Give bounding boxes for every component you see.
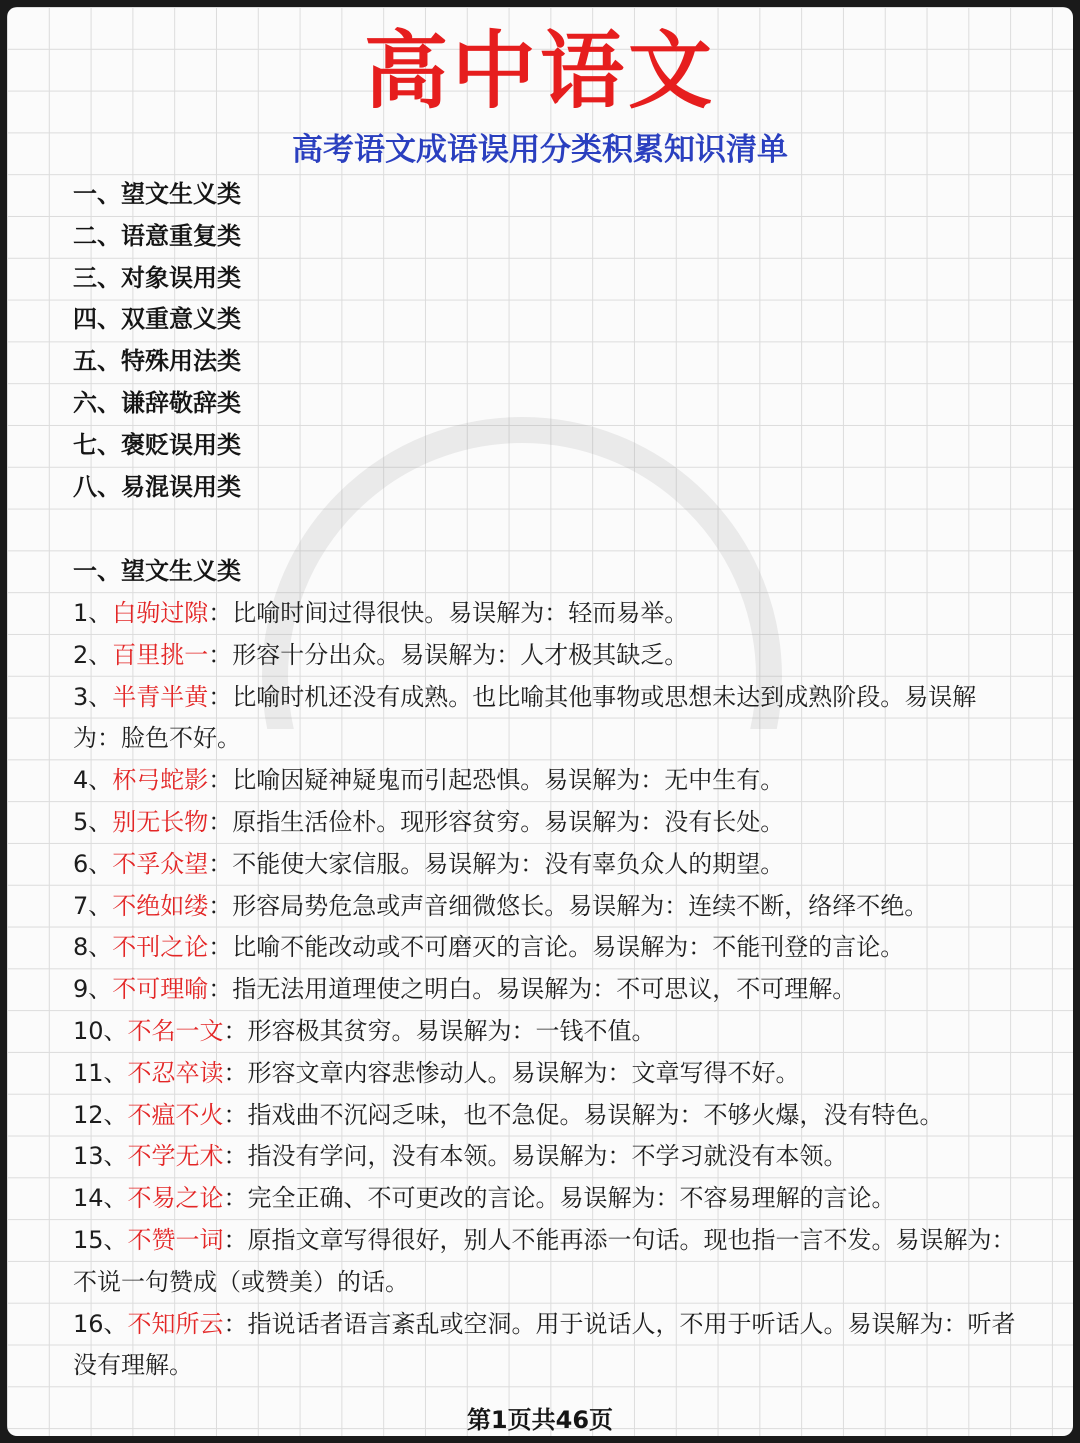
- idiom-term: 别无长物: [112, 807, 209, 836]
- idiom-entry: [73, 1136, 1023, 1178]
- entry-number: 16、: [73, 1309, 128, 1338]
- entry-number: 11、: [73, 1058, 128, 1087]
- idiom-explanation: ：指无法用道理使之明白。易误解为：不可思议，不可理解。: [208, 975, 857, 1004]
- idiom-term: 不瘟不火: [127, 1100, 224, 1129]
- idiom-term: 不可理喻: [112, 975, 209, 1004]
- entry-number: 14、: [73, 1184, 128, 1213]
- idiom-entry: [73, 927, 1023, 969]
- entry-number: 4、: [73, 766, 113, 795]
- idiom-entry: [73, 1220, 1023, 1304]
- idiom-term: 不绝如缕: [112, 891, 209, 920]
- idiom-term: 不易之论: [127, 1184, 224, 1213]
- toc-item: 八、易混误用类: [73, 472, 241, 501]
- idiom-term: 不赞一词: [127, 1225, 224, 1254]
- entry-number: 15、: [73, 1225, 128, 1254]
- idiom-entry: [73, 886, 1023, 928]
- idiom-explanation: ：形容文章内容悲惨动人。易误解为：文章写得不好。: [223, 1058, 800, 1087]
- toc-item: 一、望文生义类: [73, 180, 241, 208]
- idiom-list: [73, 593, 1023, 1387]
- toc-item: 四、双重意义类: [73, 305, 241, 334]
- toc-item: 二、语意重复类: [73, 221, 241, 250]
- idiom-term: 不知所云: [127, 1309, 224, 1338]
- entry-number: 10、: [73, 1016, 128, 1045]
- idiom-term: 白驹过隙: [112, 599, 209, 627]
- page-number: 第1页共46页: [466, 1406, 614, 1434]
- idiom-explanation: ：形容极其贫穷。易误解为：一钱不值。: [223, 1016, 656, 1045]
- toc-item: 五、特殊用法类: [73, 347, 241, 376]
- idiom-term: 不忍卒读: [127, 1058, 224, 1087]
- idiom-entry: [73, 760, 1023, 802]
- section-heading: 一、望文生义类: [73, 557, 241, 585]
- idiom-entry: [73, 802, 1023, 844]
- page-title: 高中语文: [363, 22, 716, 120]
- idiom-term: 不名一文: [127, 1016, 224, 1045]
- idiom-explanation: ：指说话者语言紊乱或空洞。用于说话人，不用于听话人。易误解为：听者没有理解。: [73, 1309, 1016, 1380]
- toc-item: 七、褒贬误用类: [73, 430, 241, 459]
- idiom-term: 不刊之论: [112, 933, 209, 962]
- toc-item: 六、谦辞敬辞类: [73, 388, 241, 417]
- idiom-entry: [73, 1095, 1023, 1137]
- idiom-term: 百里挑一: [112, 640, 209, 669]
- page-subtitle: 高考语文成语误用分类积累知识清单: [292, 132, 788, 168]
- idiom-explanation: ：形容十分出众。易误解为：人才极其缺乏。: [208, 640, 689, 669]
- entry-number: 8、: [73, 933, 113, 962]
- entry-number: 1、: [73, 599, 113, 627]
- idiom-explanation: ：指没有学问，没有本领。易误解为：不学习就没有本领。: [223, 1142, 848, 1171]
- idiom-term: 不学无术: [127, 1142, 224, 1171]
- entry-number: 3、: [73, 682, 113, 711]
- idiom-explanation: ：形容局势危急或声音细微悠长。易误解为：连续不断，络绎不绝。: [208, 891, 929, 920]
- idiom-explanation: ：完全正确、不可更改的言论。易误解为：不容易理解的言论。: [223, 1184, 896, 1213]
- idiom-entry: [73, 969, 1023, 1011]
- idiom-entry: [73, 1011, 1023, 1053]
- entry-number: 5、: [73, 807, 113, 836]
- document-page: [7, 7, 1073, 1436]
- entry-number: 9、: [73, 975, 113, 1004]
- entry-number: 6、: [73, 849, 113, 878]
- entry-number: 13、: [73, 1142, 128, 1171]
- idiom-entry: [73, 635, 1023, 677]
- entry-number: 7、: [73, 891, 113, 920]
- idiom-entry: [73, 844, 1023, 886]
- idiom-explanation: ：原指生活俭朴。现形容贫穷。易误解为：没有长处。: [208, 807, 785, 836]
- idiom-entry: [73, 1178, 1023, 1220]
- idiom-explanation: ：比喻时间过得很快。易误解为：轻而易举。: [208, 599, 689, 627]
- idiom-explanation: ：比喻时机还没有成熟。也比喻其他事物或思想未达到成熟阶段。易误解为：脸色不好。: [73, 682, 977, 753]
- idiom-term: 杯弓蛇影: [112, 766, 209, 795]
- idiom-entry: [73, 677, 1023, 761]
- idiom-explanation: ：指戏曲不沉闷乏味，也不急促。易误解为：不够火爆，没有特色。: [223, 1100, 944, 1129]
- idiom-entry: [73, 1053, 1023, 1095]
- table-of-contents: [73, 174, 241, 508]
- idiom-term: 半青半黄: [112, 682, 209, 711]
- idiom-term: 不孚众望: [112, 849, 209, 878]
- idiom-explanation: ：原指文章写得很好，别人不能再添一句话。现也指一言不发。易误解为：不说一句赞成（或赞美）的话。: [73, 1225, 1016, 1296]
- idiom-explanation: ：比喻不能改动或不可磨灭的言论。易误解为：不能刊登的言论。: [208, 933, 905, 962]
- toc-item: 三、对象误用类: [73, 263, 241, 292]
- idiom-explanation: ：不能使大家信服。易误解为：没有辜负众人的期望。: [208, 849, 785, 878]
- entry-number: 12、: [73, 1100, 128, 1129]
- idiom-entry: [73, 1304, 1023, 1388]
- idiom-entry: [73, 593, 1023, 635]
- idiom-explanation: ：比喻因疑神疑鬼而引起恐惧。易误解为：无中生有。: [208, 766, 785, 795]
- entry-number: 2、: [73, 640, 113, 669]
